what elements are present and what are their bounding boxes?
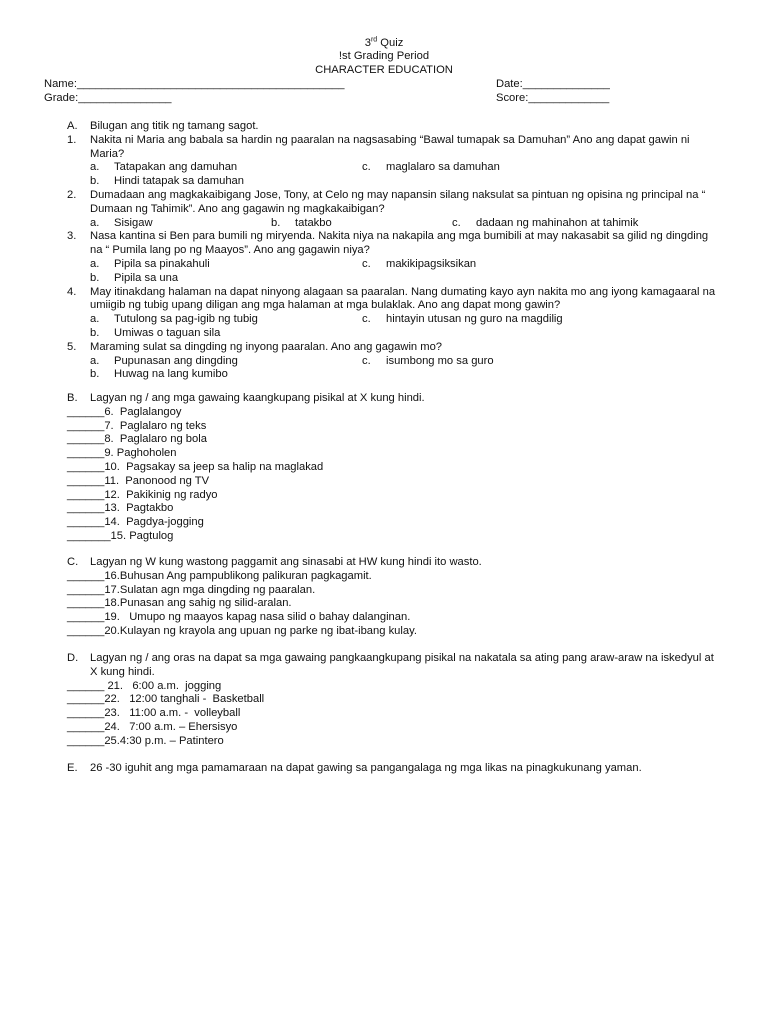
list-item[interactable]: ______9. Paghoholen (67, 447, 177, 460)
section-b-instruction-text: Lagyan ng / ang mga gawaing kaangkupang pisikal at X kung hindi. (90, 392, 425, 404)
list-item[interactable]: ______ 21. 6:00 a.m. jogging (67, 679, 222, 692)
question-1-choices-row-2 (67, 175, 722, 189)
list-item[interactable]: ______16.Buhusan Ang pampublikong palikuran pagkagamit. (67, 569, 372, 582)
question-text: Maraming sulat sa dingding ng inyong paaralan. Ano ang gagawin mo? (90, 340, 443, 353)
list-item[interactable]: ______13. Pagtakbo (67, 502, 174, 515)
section-e-instruction-text: 26 -30 iguhit ang mga pamamaraan na dapat gawing sa pangangalaga ng mga likas na pinagkukunang yaman. (90, 762, 642, 774)
choice-c[interactable]: c. maglalaro sa damuhan (362, 161, 500, 174)
section-a-letter: A. (67, 120, 78, 132)
question-5 (67, 341, 722, 355)
choice-b[interactable]: b. Hindi tatapak sa damuhan (90, 175, 244, 188)
list-item[interactable]: ______14. Pagdya-jogging (67, 516, 204, 529)
list-item[interactable]: ______17.Sulatan agn mga dingding ng paaralan. (67, 583, 316, 596)
list-item[interactable]: ______22. 12:00 tanghali - Basketball (67, 693, 265, 706)
question-number: 3. (67, 230, 77, 243)
quiz-header (0, 37, 768, 77)
question-text: Nasa kantina si Ben para bumili ng miryenda. Nakita niya na nakapila ang mga bumibili at may nakasabit sa gilid ng dingding na “ Pumila lang po ng Maayos”. Ano ang gagawin niya? (90, 230, 709, 257)
list-item[interactable]: ______7. Paglalaro ng teks (67, 419, 207, 432)
choice-c[interactable]: c. dadaan ng mahinahon at tahimik (452, 216, 639, 229)
choice-a[interactable]: a. Sisigaw (90, 216, 153, 229)
question-text: Dumadaan ang magkakaibigang Jose, Tony, at Celo ng may napansin silang naksulat sa pintuan ng opisina ng principal na “ Dumaan ng Tahimik”. Ano ang gagawin ng magkakaibigan? (90, 188, 706, 215)
question-text: May itinakdang halaman na dapat ninyong alagaan sa paaralan. Nang dumating kayo ayn nakita mo ang iyong kamagaaral na umiigib ng tubig upang diligan ang mga halaman at mga bulaklak. Ano ang dapat mong gawin? (90, 285, 716, 312)
section-a-instruction (67, 120, 722, 134)
choice-b[interactable]: b. Huwag na lang kumibo (90, 368, 228, 381)
question-3 (67, 230, 722, 258)
question-text: Nakita ni Maria ang babala sa hardin ng paaralan na nagsasabing “Bawal tumapak sa Damuhan” Ano ang dapat gawin ni Maria? (90, 133, 690, 160)
section-e (67, 762, 722, 776)
question-number: 1. (67, 133, 77, 146)
quiz-number: 3 (364, 37, 371, 49)
section-d (67, 652, 722, 749)
quiz-title (0, 37, 768, 50)
choice-a[interactable]: a. Pupunasan ang dingding (90, 354, 238, 367)
section-c-instruction (67, 556, 722, 570)
question-2-choices-row-1 (67, 217, 722, 231)
section-c (67, 556, 722, 639)
question-3-choices-row-1 (67, 258, 722, 272)
question-5-choices-row-1 (67, 355, 722, 369)
quiz-word: Quiz (380, 37, 404, 49)
choice-c[interactable]: c. makikipagsiksikan (362, 257, 477, 270)
score-field[interactable]: Score:_____________ (496, 92, 610, 104)
grading-period: !st Grading Period (338, 50, 430, 63)
info-row-name (44, 78, 634, 92)
section-a (67, 120, 722, 382)
list-item[interactable]: ______23. 11:00 a.m. - volleyball (67, 707, 241, 720)
list-item[interactable]: ______8. Paglalaro ng bola (67, 433, 207, 446)
list-item[interactable]: _______15. Pagtulog (67, 529, 174, 542)
choice-a[interactable]: a. Tatapakan ang damuhan (90, 161, 238, 174)
choice-b[interactable]: b. Pipila sa una (90, 271, 179, 284)
question-number: 2. (67, 188, 77, 201)
section-d-instruction (67, 652, 722, 680)
choice-c[interactable]: c. hintayin utusan ng guro na magdilig (362, 313, 563, 326)
section-d-instruction-text: Lagyan ng / ang oras na dapat sa mga gawaing pangkaangkupang pisikal na nakatala sa ating pang araw-araw na iskedyul at X kung hindi. (90, 652, 714, 678)
section-c-instruction-text: Lagyan ng W kung wastong paggamit ang sinasabi at HW kung hindi ito wasto. (90, 556, 482, 568)
choice-a[interactable]: a. Tutulong sa pag-igib ng tubig (90, 313, 258, 326)
grade-field[interactable]: Grade:_______________ (44, 92, 172, 104)
question-5-choices-row-2 (67, 368, 722, 382)
list-item[interactable]: ______10. Pagsakay sa jeep sa halip na maglakad (67, 460, 324, 473)
question-number: 4. (67, 285, 77, 298)
info-row-grade (44, 92, 634, 106)
list-item[interactable]: ______6. Paglalangoy (67, 405, 182, 418)
question-4-choices-row-1 (67, 313, 722, 327)
question-4-choices-row-2 (67, 327, 722, 341)
list-item[interactable]: ______18.Punasan ang sahig ng silid-aralan. (67, 597, 292, 610)
choice-c[interactable]: c. isumbong mo sa guro (362, 354, 494, 367)
section-b-instruction (67, 392, 722, 406)
section-b (67, 392, 722, 544)
list-item[interactable]: ______24. 7:00 a.m. – Ehersisyo (67, 720, 238, 733)
question-2 (67, 189, 722, 217)
choice-b[interactable]: b. Umiwas o taguan sila (90, 326, 221, 339)
choice-a[interactable]: a. Pipila sa pinakahuli (90, 257, 210, 270)
subject-title: CHARACTER EDUCATION (315, 63, 453, 76)
name-field[interactable]: Name:___________________________________________ (44, 78, 345, 90)
list-item[interactable]: ______19. Umupo ng maayos kapag nasa silid o bahay dalanginan. (67, 611, 411, 624)
section-e-instruction (67, 762, 722, 776)
list-item[interactable]: ______25.4:30 p.m. – Patintero (67, 734, 224, 747)
list-item[interactable]: ______11. Panonood ng TV (67, 474, 210, 487)
quiz-number-suffix: rd (370, 36, 378, 44)
question-4 (67, 286, 722, 314)
section-c-letter: C. (67, 556, 79, 568)
date-field[interactable]: Date:______________ (496, 78, 610, 90)
section-a-instruction-text: Bilugan ang titik ng tamang sagot. (90, 120, 259, 132)
question-number: 5. (67, 340, 77, 353)
question-1-choices-row-1 (67, 161, 722, 175)
list-item[interactable]: ______12. Pakikinig ng radyo (67, 488, 218, 501)
section-e-letter: E. (67, 762, 78, 774)
section-d-letter: D. (67, 652, 79, 664)
question-3-choices-row-2 (67, 272, 722, 286)
question-1 (67, 134, 722, 162)
section-b-letter: B. (67, 392, 78, 404)
list-item[interactable]: ______20.Kulayan ng krayola ang upuan ng parke ng ibat-ibang kulay. (67, 624, 417, 637)
choice-b[interactable]: b. tatakbo (271, 216, 332, 229)
